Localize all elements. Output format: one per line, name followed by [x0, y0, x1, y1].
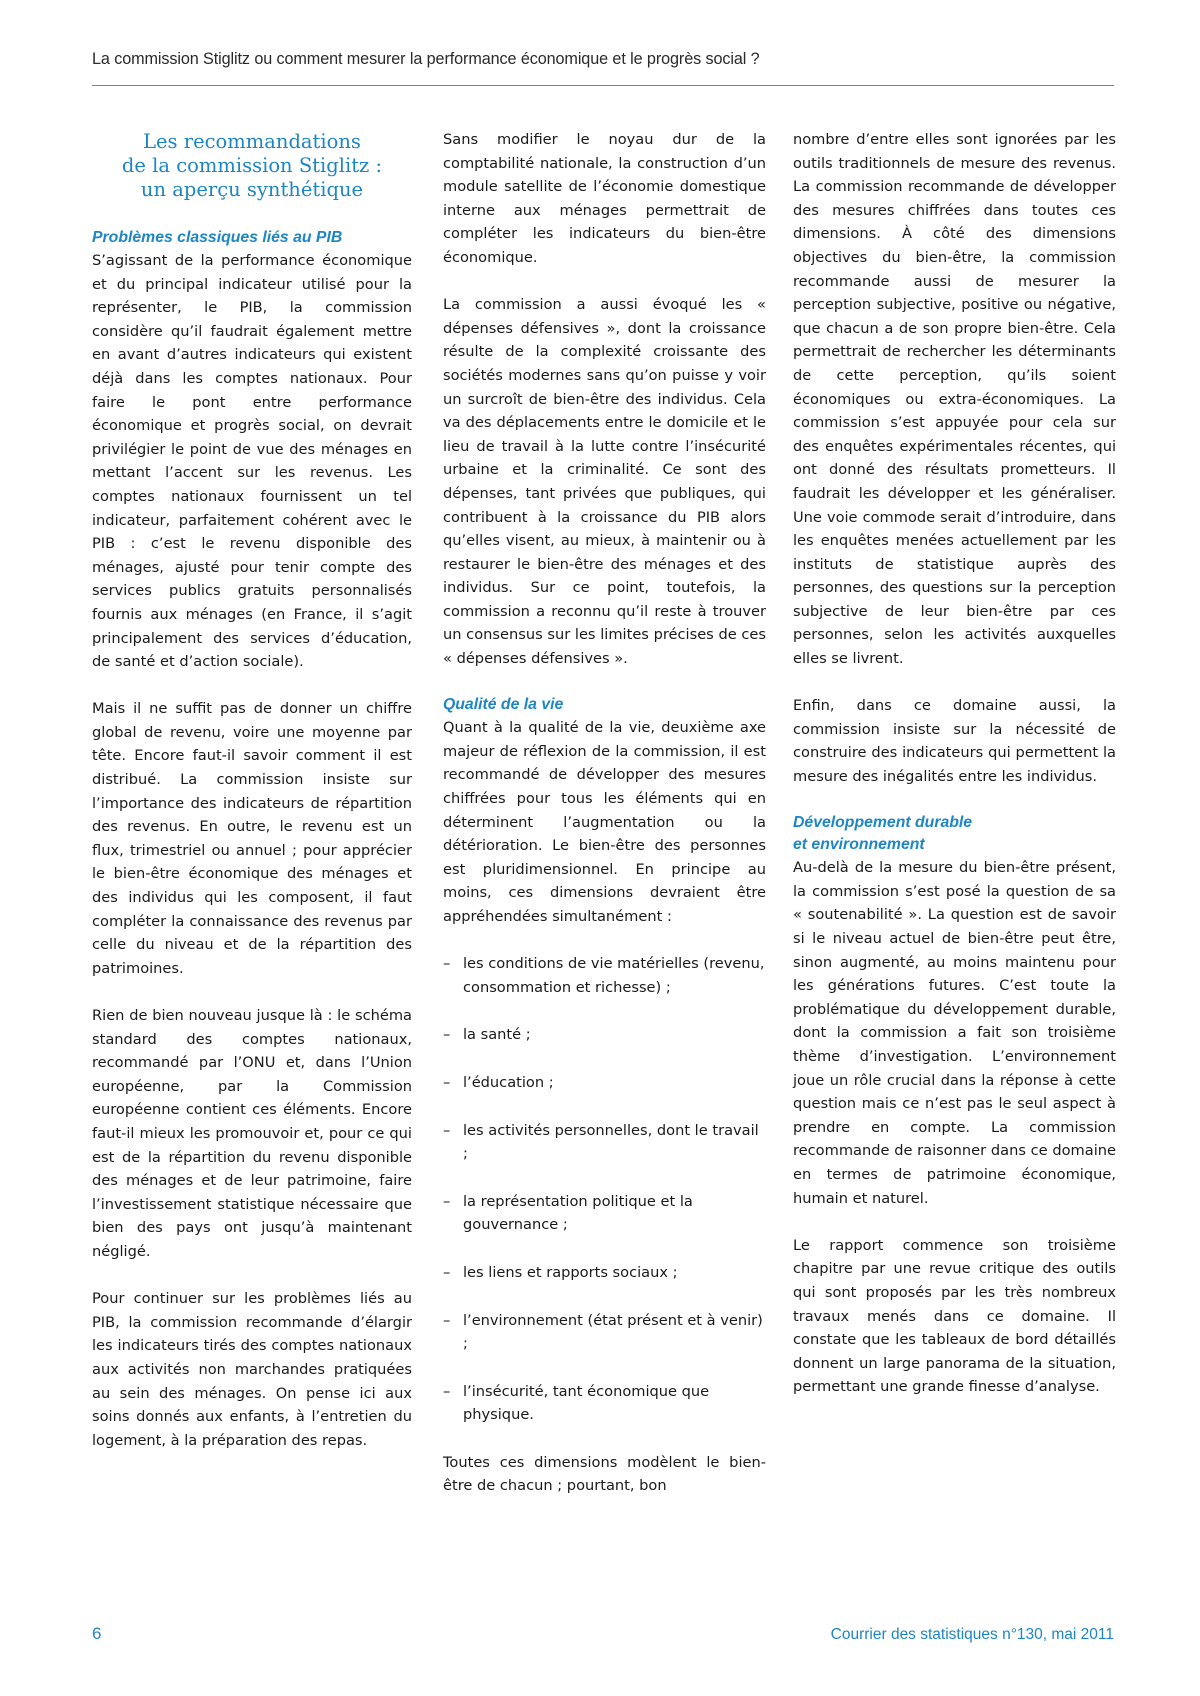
list-item: [443, 1023, 766, 1047]
paragraph: Quant à la qualité de la vie, deuxième axe majeur de réflexion de la commission, il est recommandé de développer des mesures chiffrées pour tous les éléments qui en déterminent l’augmentation ou la détérioration. Le bien-être des personnes est pluridimensionnel. En principe au moins, ces dimensions devraient être appréhendées simultanément :: [443, 719, 766, 925]
page-number: 6: [92, 1624, 102, 1643]
paragraph: S’agissant de la performance économique et du principal indicateur utilisé pour la représenter, le PIB, la commission considère qu’il faudrait également mettre en avant d’autres indicateurs qui existent déjà dans les comptes nationaux. Pour faire le pont entre performance économique et progrès social, on devrait privilégier le point de vue des ménages en mettant l’accent sur les revenus. Les comptes nationaux fournissent un tel indicateur, parfaitement cohérent avec le PIB : c’est le revenu disponible des ménages, ajusté pour tenir compte des services publics gratuits personnalisés fournis aux ménages (en France, il s’agit principalement des services d’éducation, de santé et d’action sociale).: [92, 252, 412, 671]
running-header: La commission Stiglitz ou comment mesurer la performance économique et le progrès social ?: [92, 50, 760, 68]
paragraph: Mais il ne suffit pas de donner un chiffre global de revenu, voire une moyenne par tête. Encore faut-il savoir comment il est distribué. La commission insiste sur l’importance des indicateurs de répartition des revenus. En outre, le revenu est un flux, trimestriel ou annuel ; pour apprécier le bien-être économique des ménages et des individus qui les composent, il faut compléter la connaissance des revenus par celle du niveau et de la répartition des patrimoines.: [92, 700, 412, 977]
list-item: [443, 1190, 766, 1237]
publication-reference: Courrier des statistiques n°130, mai 2011: [830, 1626, 1114, 1643]
section-title-durable-line-2: et environnement: [793, 836, 925, 854]
column-3: [793, 128, 1116, 1399]
list-item-text: les activités personnelles, dont le travail ;: [463, 1121, 759, 1163]
dash-bullet: –: [443, 1192, 451, 1210]
box-title: [92, 128, 412, 202]
list-item: [443, 1071, 766, 1095]
dash-bullet: –: [443, 1121, 451, 1139]
section-title-durable-line-1: Développement durable: [793, 814, 973, 832]
dash-bullet: –: [443, 1026, 451, 1044]
dimensions-list: [443, 952, 766, 1427]
box-title-line-3: un aperçu synthétique: [140, 178, 364, 201]
list-item-text: les conditions de vie matérielles (revenu, consommation et richesse) ;: [463, 955, 765, 996]
dash-bullet: –: [443, 1311, 451, 1329]
dash-bullet: –: [443, 1263, 451, 1281]
list-item: [443, 1309, 766, 1356]
list-item-text: la représentation politique et la gouvernance ;: [463, 1192, 693, 1234]
paragraph: nombre d’entre elles sont ignorées par les outils traditionnels de mesure des revenus. La commission recommande de développer des mesures chiffrées dans toutes ces dimensions. À côté des dimensions objectives du bien-être, la commission recommande aussi de mesurer la perception subjective, positive ou négative, que chacun a de son propre bien-être. Cela permettrait de rechercher les déterminants de cette perception, qu’ils soient économiques ou extra-économiques. La commission s’est appuyée pour cela sur des enquêtes expérimentales récentes, qui ont donné des résultats prometteurs. Il faudrait les développer et les généraliser. Une voie commode serait d’introduire, dans les enquêtes menées actuellement par les instituts de statistique auprès des personnes, des questions sur la perception subjective de leur bien-être par ces personnes, selon les activités auxquelles elles se livrent.: [793, 131, 1116, 668]
dash-bullet: –: [443, 1382, 451, 1400]
dash-bullet: –: [443, 1073, 451, 1091]
list-item-text: l’insécurité, tant économique que physique.: [463, 1382, 710, 1424]
header-divider: [92, 85, 1114, 86]
paragraph: La commission a aussi évoqué les « dépenses défensives », dont la croissance résulte de la complexité croissante des sociétés modernes sans qu’on puisse y voir un surcroît de bien-être des individus. Cela va des déplacements entre le domicile et le lieu de travail à la lutte contre l’insécurité urbaine et la criminalité. Ce sont des dépenses, tant privées que publiques, qui contribuent à la croissance du PIB alors qu’elles visent, au mieux, à maintenir ou à restaurer le bien-être des ménages et des individus. Sur ce point, toutefois, la commission a reconnu qu’il reste à trouver un consensus sur les limites précises de ces « dépenses défensives ».: [443, 296, 766, 668]
paragraph: Au-delà de la mesure du bien-être présent, la commission s’est posé la question de sa « soutenabilité ». La question est de savoir si le niveau actuel de bien-être peut être, sinon augmenté, au moins maintenu pour les générations futures. C’est toute la problématique du développement durable, dont la commission a fait son troisième thème d’investigation. L’environnement joue un rôle crucial dans la réponse à cette question mais ce n’est pas le seul aspect à prendre en compte. La commission recommande de raisonner dans ce domaine en termes de patrimoine économique, humain et naturel.: [793, 859, 1116, 1207]
paragraph: Rien de bien nouveau jusque là : le schéma standard des comptes nationaux, recommandé par l’ONU et, dans l’Union européenne, par la Commission européenne contient ces éléments. Encore faut-il mieux les promouvoir et, pour ce qui est de la répartition du revenu disponible des ménages et de leur patrimoine, faire l’investissement statistique nécessaire que bien des pays ont jusqu’à maintenant négligé.: [92, 1007, 412, 1260]
dash-bullet: –: [443, 955, 451, 973]
section-title-durable: [793, 812, 1116, 856]
list-item-text: l’éducation ;: [463, 1073, 554, 1091]
box-title-line-1: Les recommandations: [143, 130, 361, 153]
paragraph: Sans modifier le noyau dur de la comptabilité nationale, la construction d’un module satellite de l’économie domestique interne aux ménages permettrait de compléter les indicateurs du bien-être économique.: [443, 131, 766, 266]
section-title-qualite: Qualité de la vie: [443, 696, 564, 714]
list-item-text: la santé ;: [463, 1026, 531, 1044]
list-item: [443, 1119, 766, 1166]
paragraph: Le rapport commence son troisième chapitre par une revue critique des outils qui sont proposés par les très nombreux travaux menés dans ce domaine. Il constate que les tableaux de bord détaillés donnent un large panorama de la situation, permettant une grande finesse d’analyse.: [793, 1236, 1116, 1396]
list-item: [443, 1261, 766, 1285]
list-item-text: l’environnement (état présent et à venir) ;: [463, 1311, 763, 1353]
section-title-pib: Problèmes classiques liés au PIB: [92, 229, 343, 246]
column-2: [443, 128, 766, 1498]
paragraph: Toutes ces dimensions modèlent le bien-être de chacun ; pourtant, bon: [443, 1453, 766, 1495]
list-item: [443, 952, 766, 999]
paragraph: Enfin, dans ce domaine aussi, la commission insiste sur la nécessité de construire des indicateurs qui permettent la mesure des inégalités entre les individus.: [793, 697, 1116, 786]
box-title-line-2: de la commission Stiglitz :: [121, 154, 383, 177]
paragraph: Pour continuer sur les problèmes liés au PIB, la commission recommande d’élargir les indicateurs tirés des comptes nationaux aux activités non marchandes pratiquées au sein des ménages. On pense ici aux soins donnés aux enfants, à l’entretien du logement, à la préparation des repas.: [92, 1290, 412, 1449]
list-item: [443, 1380, 766, 1427]
column-1: [92, 128, 412, 1452]
list-item-text: les liens et rapports sociaux ;: [463, 1263, 678, 1281]
